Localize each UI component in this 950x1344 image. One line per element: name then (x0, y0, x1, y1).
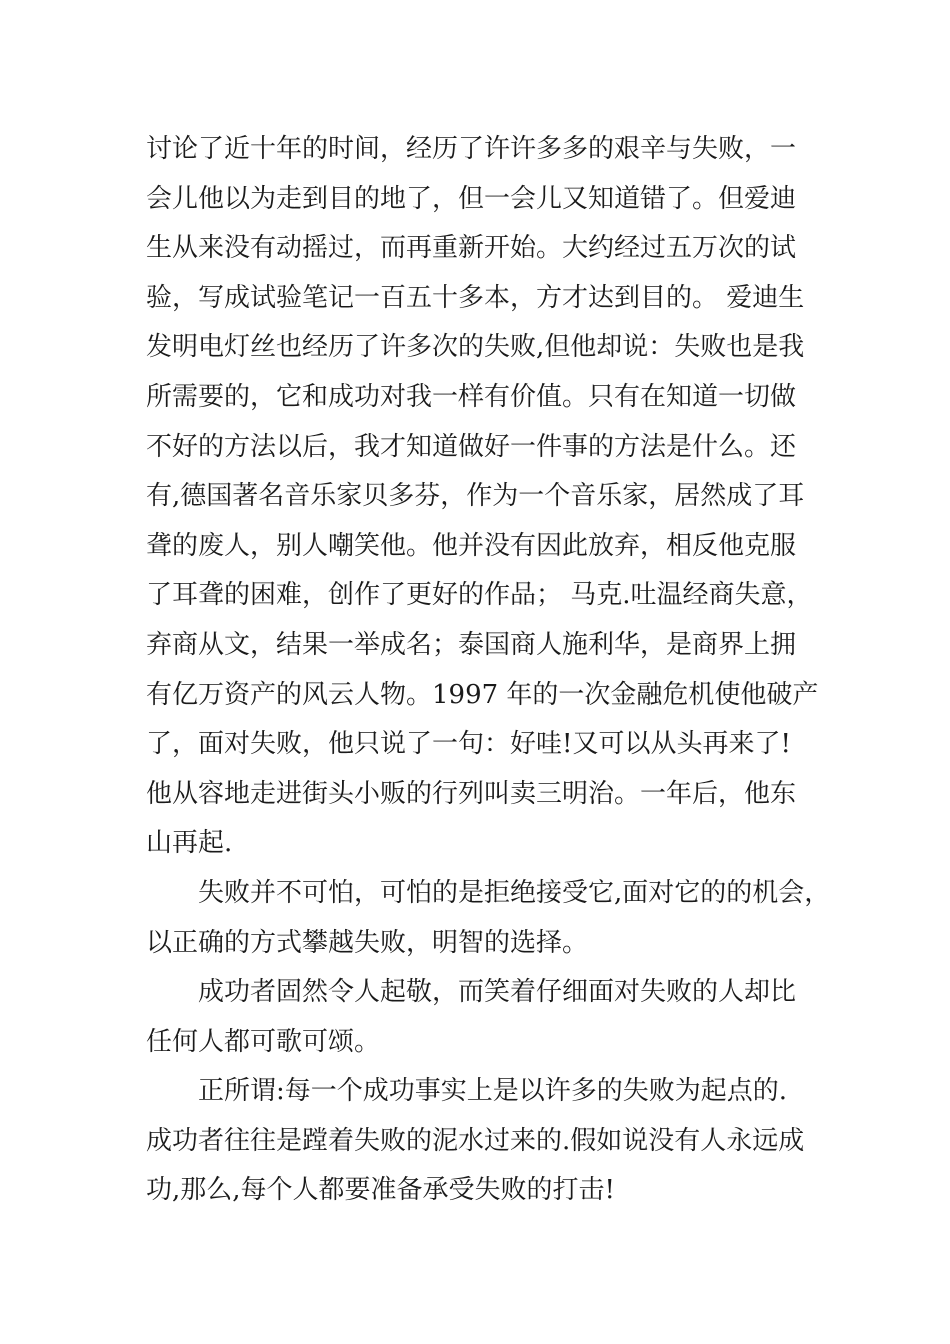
text-line: 了耳聋的困难，创作了更好的作品； 马克.吐温经商失意， (146, 580, 813, 611)
paragraph-start-line: 成功者固然令人起敬，而笑着仔细面对失败的人却比 (198, 977, 797, 1008)
text-line: 任何人都可歌可颂。 (146, 1026, 381, 1057)
text-line: 验，写成试验笔记一百五十多本，方才达到目的。 爱迪生 (146, 282, 805, 313)
text-line: 聋的废人，别人嘲笑他。他并没有因此放弃，相反他克服 (146, 530, 797, 561)
text-line: 发明电灯丝也经历了许多次的失败,但他却说：失败也是我 (146, 332, 805, 363)
text-line: 讨论了近十年的时间，经历了许许多多的艰辛与失败，一 (146, 134, 797, 164)
text-line: 生从来没有动摇过，而再重新开始。大约经过五万次的试 (146, 233, 797, 264)
text-line: 有亿万资产的风云人物。1997 年的一次金融危机使他破产 (146, 679, 819, 710)
text-line: 有,德国著名音乐家贝多芬，作为一个音乐家，居然成了耳 (146, 481, 805, 512)
text-line: 山再起. (146, 828, 233, 859)
paragraph-start-line: 正所谓:每一个成功事实上是以许多的失败为起点的. (198, 1076, 788, 1107)
text-line: 他从容地走进街头小贩的行列叫卖三明治。一年后，他东 (146, 778, 797, 809)
text-line: 不好的方法以后，我才知道做好一件事的方法是什么。还 (146, 431, 797, 462)
text-line: 了，面对失败，他只说了一句：好哇!又可以从头再来了! (146, 729, 791, 760)
text-line: 成功者往往是蹚着失败的泥水过来的.假如说没有人永远成 (146, 1125, 805, 1156)
text-line: 所需要的，它和成功对我一样有价值。只有在知道一切做 (146, 381, 797, 412)
body-text (146, 125, 831, 1216)
text-line: 以正确的方式攀越失败，明智的选择。 (146, 927, 589, 958)
text-line: 会儿他以为走到目的地了，但一会儿又知道错了。但爱迪 (146, 183, 797, 214)
paragraph-start-line: 失败并不可怕，可怕的是拒绝接受它,面对它的的机会， (198, 877, 831, 908)
text-line: 弃商从文，结果一举成名；泰国商人施利华，是商界上拥 (146, 629, 797, 660)
text-line: 功,那么,每个人都要准备承受失败的打击! (146, 1175, 615, 1206)
